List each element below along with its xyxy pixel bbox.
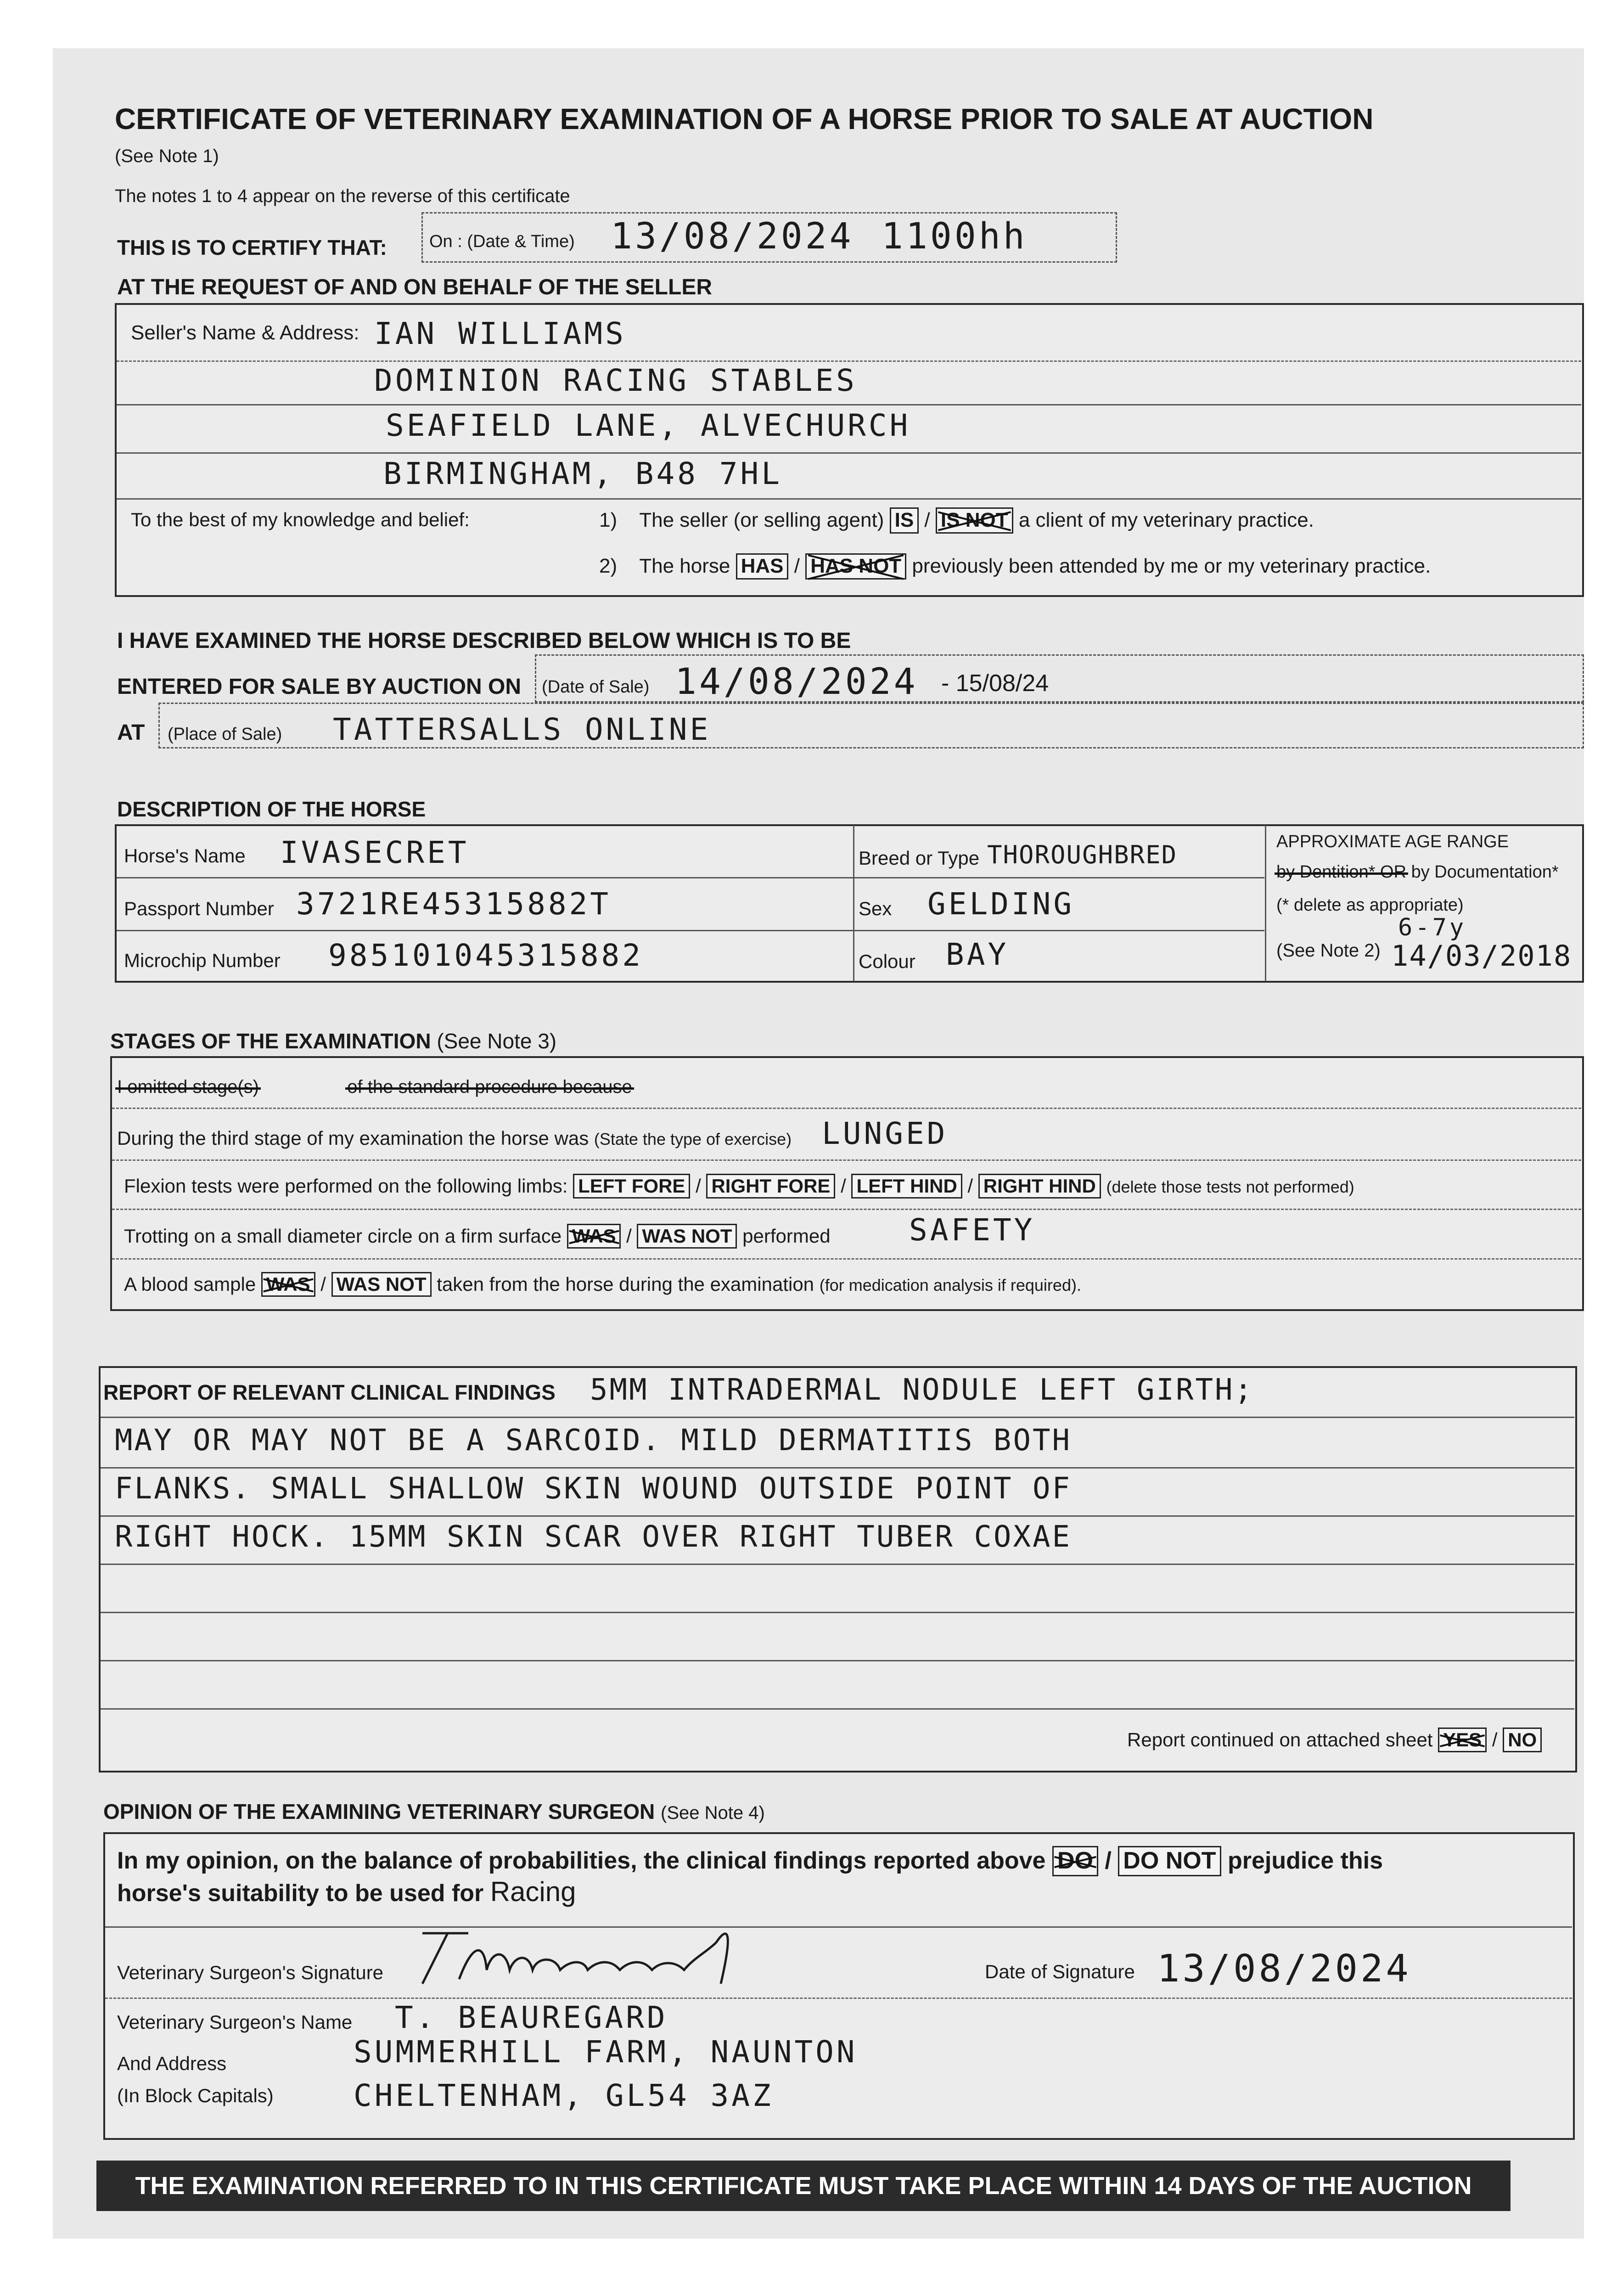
description-row-divider xyxy=(117,877,1264,878)
option-separator: / xyxy=(967,1175,973,1197)
report-line-1: 5MM INTRADERMAL NODULE LEFT GIRTH; xyxy=(590,1373,1254,1407)
vet-signature xyxy=(404,1915,817,1993)
description-heading: DESCRIPTION OF THE HORSE xyxy=(117,797,426,821)
age-delete-note: (* delete as appropriate) xyxy=(1276,895,1464,915)
belief-label: To the best of my knowledge and belief: xyxy=(131,509,470,530)
opinion-heading-row xyxy=(103,1799,765,1824)
passport-label: Passport Number xyxy=(124,898,274,919)
sex-label: Sex xyxy=(859,898,892,919)
breed-label: Breed or Type xyxy=(859,847,980,869)
signature-label: Veterinary Surgeon's Signature xyxy=(117,1962,384,1983)
opinion-text-b: prejudice this xyxy=(1227,1847,1383,1874)
opinion-text-line-2 xyxy=(117,1876,576,1908)
belief-item-2 xyxy=(599,553,1431,580)
omitted-stage-b: of the standard procedure because xyxy=(347,1077,632,1097)
report-line xyxy=(101,1515,1574,1517)
seller-line-1: IAN WILLIAMS xyxy=(374,316,626,351)
date-signature-value: 13/08/2024 xyxy=(1157,1947,1411,1991)
seller-divider xyxy=(117,452,1581,454)
opinion-text-c: horse's suitability to be used for xyxy=(117,1880,484,1907)
report-line-2: MAY OR MAY NOT BE A SARCOID. MILD DERMATITIS BOTH xyxy=(115,1424,1072,1458)
report-heading: REPORT OF RELEVANT CLINICAL FINDINGS xyxy=(103,1380,556,1404)
date-signature-label: Date of Signature xyxy=(985,1961,1135,1982)
report-line-3: FLANKS. SMALL SHALLOW SKIN WOUND OUTSIDE POINT OF xyxy=(115,1472,1072,1506)
flexion-note: (delete those tests not performed) xyxy=(1106,1177,1354,1196)
vet-address-label-2: (In Block Capitals) xyxy=(117,2085,274,2106)
sale-place-value: TATTERSALLS ONLINE xyxy=(333,712,711,747)
seller-is-option: IS xyxy=(890,507,919,534)
horse-has-option: HAS xyxy=(736,553,789,580)
notes-line: The notes 1 to 4 appear on the reverse of this certificate xyxy=(115,186,570,206)
omitted-stage-a: I omitted stage(s) xyxy=(117,1077,259,1097)
colour-label: Colour xyxy=(859,951,915,972)
seller-is-not-option: IS NOT xyxy=(936,507,1013,534)
report-line-4: RIGHT HOCK. 15MM SKIN SCAR OVER RIGHT TUBER COXAE xyxy=(115,1520,1072,1554)
opinion-do-option: DO xyxy=(1052,1846,1098,1876)
stages-divider xyxy=(112,1108,1581,1109)
stages-divider xyxy=(112,1258,1581,1260)
description-column-divider xyxy=(1265,825,1266,981)
seller-line-4: BIRMINGHAM, B48 7HL xyxy=(383,456,782,491)
stages-divider xyxy=(112,1159,1581,1161)
report-line xyxy=(101,1467,1574,1469)
certificate-title: CERTIFICATE OF VETERINARY EXAMINATION OF A HORSE PRIOR TO SALE AT AUCTION xyxy=(115,102,1374,135)
option-separator: / xyxy=(320,1273,326,1295)
certify-date-label: On : (Date & Time) xyxy=(429,232,575,251)
trotting-was-not-option: WAS NOT xyxy=(637,1224,737,1249)
flexion-line xyxy=(124,1174,1354,1199)
sale-at-label: AT xyxy=(117,720,145,745)
option-separator: / xyxy=(841,1175,846,1197)
sale-date-value: 14/08/2024 xyxy=(675,661,918,703)
flexion-left-hind: LEFT HIND xyxy=(851,1174,962,1199)
vet-name-value: T. BEAUREGARD xyxy=(395,2000,668,2035)
opinion-text-line-1 xyxy=(117,1846,1383,1876)
seller-line-3: SEAFIELD LANE, ALVECHURCH xyxy=(386,408,911,443)
seller-label: Seller's Name & Address: xyxy=(131,321,359,344)
horse-name-value: IVASECRET xyxy=(280,835,469,870)
blood-line xyxy=(124,1272,1081,1297)
opinion-text-a: In my opinion, on the balance of probabilities, the clinical findings reported above xyxy=(117,1847,1046,1874)
belief-item-1 xyxy=(599,507,1314,534)
horse-name-label: Horse's Name xyxy=(124,845,246,867)
description-column-divider xyxy=(853,825,854,981)
sale-date-label: (Date of Sale) xyxy=(542,677,650,697)
request-heading: AT THE REQUEST OF AND ON BEHALF OF THE SELLER xyxy=(117,275,712,299)
belief-item-2-post: previously been attended by me or my veterinary practice. xyxy=(912,555,1431,577)
belief-item-2-text: The horse xyxy=(639,555,730,577)
stages-heading: STAGES OF THE EXAMINATION xyxy=(110,1029,431,1053)
vet-address-line-2: CHELTENHAM, GL54 3AZ xyxy=(354,2078,774,2113)
sale-entered-label: ENTERED FOR SALE BY AUCTION ON xyxy=(117,675,522,699)
third-stage-note: (State the type of exercise) xyxy=(594,1130,792,1148)
flexion-right-hind: RIGHT HIND xyxy=(978,1174,1101,1199)
report-continued-no: NO xyxy=(1503,1728,1542,1752)
certify-time-value: 1100hh xyxy=(882,216,1028,257)
option-separator: / xyxy=(794,555,800,577)
examined-heading: I HAVE EXAMINED THE HORSE DESCRIBED BELOW WHICH IS TO BE xyxy=(117,629,851,653)
belief-item-1-num: 1) xyxy=(599,509,618,531)
microchip-label: Microchip Number xyxy=(124,950,281,971)
sale-date-extra: - 15/08/24 xyxy=(941,670,1049,697)
seller-line-2: DOMINION RACING STABLES xyxy=(374,363,857,398)
certify-label: THIS IS TO CERTIFY THAT: xyxy=(117,236,387,259)
trotting-value: SAFETY xyxy=(909,1212,1035,1248)
opinion-do-not-option: DO NOT xyxy=(1118,1846,1221,1876)
stages-divider xyxy=(112,1209,1581,1210)
age-title: APPROXIMATE AGE RANGE xyxy=(1276,832,1509,851)
belief-item-2-num: 2) xyxy=(599,555,618,577)
report-continued-yes: YES xyxy=(1438,1728,1487,1752)
report-continued-label: Report continued on attached sheet xyxy=(1127,1729,1433,1750)
microchip-value: 985101045315882 xyxy=(328,938,644,973)
report-continued xyxy=(1127,1728,1542,1752)
blood-post: taken from the horse during the examination xyxy=(437,1273,814,1295)
certify-date-value: 13/08/2024 xyxy=(611,216,854,257)
age-options xyxy=(1276,862,1559,882)
omitted-stages-line xyxy=(117,1077,632,1097)
report-line xyxy=(101,1708,1574,1710)
report-line xyxy=(101,1564,1574,1565)
seller-divider xyxy=(117,404,1581,405)
breed-value: THOROUGHBRED xyxy=(987,840,1178,869)
sex-value: GELDING xyxy=(927,886,1075,922)
vet-address-label: And Address xyxy=(117,2053,227,2074)
third-stage-line xyxy=(117,1127,792,1149)
report-line xyxy=(101,1612,1574,1613)
vet-name-label: Veterinary Surgeon's Name xyxy=(117,2011,353,2033)
seller-divider xyxy=(117,498,1581,500)
title-note: (See Note 1) xyxy=(115,146,219,166)
blood-was-option: WAS xyxy=(261,1272,315,1297)
blood-label: A blood sample xyxy=(124,1273,256,1295)
vet-signature-drawing xyxy=(404,1915,817,1993)
age-value: 6-7y xyxy=(1398,914,1467,941)
age-dentition-option: by Dentition* OR xyxy=(1276,862,1407,882)
trotting-post: performed xyxy=(742,1225,831,1247)
stages-heading-note: (See Note 3) xyxy=(437,1029,557,1053)
age-dob: 14/03/2018 xyxy=(1391,939,1572,973)
vet-address-line-1: SUMMERHILL FARM, NAUNTON xyxy=(354,2034,858,2070)
option-separator: / xyxy=(626,1225,632,1247)
option-separator: / xyxy=(924,509,930,531)
flexion-right-fore: RIGHT FORE xyxy=(706,1174,835,1199)
opinion-divider xyxy=(105,1926,1572,1928)
horse-has-not-option: HAS NOT xyxy=(805,553,906,580)
footer-banner: THE EXAMINATION REFERRED TO IN THIS CERTIFICATE MUST TAKE PLACE WITHIN 14 DAYS OF THE AUCTION xyxy=(96,2161,1511,2211)
third-stage-value: LUNGED xyxy=(822,1116,948,1151)
seller-divider xyxy=(117,360,1581,362)
blood-note: (for medication analysis if required). xyxy=(819,1276,1081,1294)
option-separator: / xyxy=(696,1175,701,1197)
flexion-left-fore: LEFT FORE xyxy=(573,1174,690,1199)
passport-value: 3721RE45315882T xyxy=(296,886,612,922)
opinion-heading: OPINION OF THE EXAMINING VETERINARY SURGEON xyxy=(103,1800,655,1823)
option-separator: / xyxy=(1105,1847,1112,1874)
sale-place-label: (Place of Sale) xyxy=(168,725,282,744)
belief-item-1-text: The seller (or selling agent) xyxy=(639,509,884,531)
report-line xyxy=(101,1417,1574,1418)
stages-heading-row xyxy=(110,1029,556,1053)
report-line xyxy=(101,1660,1574,1661)
belief-item-1-post: a client of my veterinary practice. xyxy=(1018,509,1314,531)
trotting-was-option: WAS xyxy=(567,1224,621,1249)
opinion-use-value: Racing xyxy=(490,1876,576,1907)
trotting-line xyxy=(124,1224,831,1249)
signature-underline xyxy=(105,1998,1572,1999)
option-separator: / xyxy=(1492,1729,1498,1750)
blood-was-not-option: WAS NOT xyxy=(331,1272,432,1297)
colour-value: BAY xyxy=(946,937,1009,972)
age-documentation-option: by Documentation* xyxy=(1411,862,1559,882)
opinion-heading-note: (See Note 4) xyxy=(661,1803,765,1823)
third-stage-label: During the third stage of my examination the horse was xyxy=(117,1127,589,1149)
description-row-divider xyxy=(117,930,1264,931)
flexion-label: Flexion tests were performed on the following limbs: xyxy=(124,1175,568,1197)
age-note: (See Note 2) xyxy=(1276,940,1381,961)
seller-box xyxy=(115,303,1584,597)
trotting-label: Trotting on a small diameter circle on a firm surface xyxy=(124,1225,562,1247)
